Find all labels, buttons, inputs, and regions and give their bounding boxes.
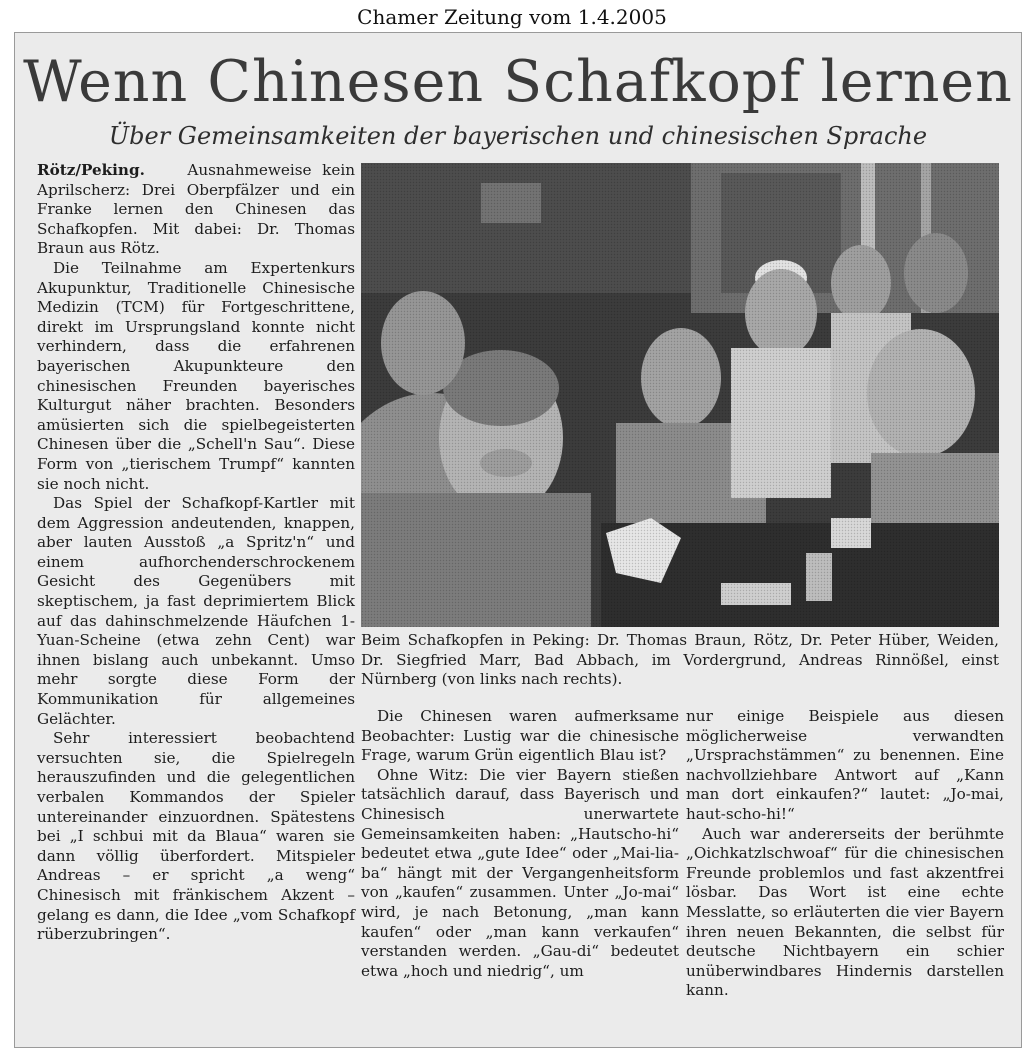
article-photo — [361, 163, 999, 627]
body-paragraph: nur einige Beispiele aus diesen möglicherweise verwandten „Ursprachstämmen“ zu benennen. Eine nachvollziehbare Antwort auf „Kann man dort einkaufen?“ lautet: „Jo-mai, haut-scho-hi!“ — [686, 707, 1004, 823]
source-line: Chamer Zeitung vom 1.4.2005 — [357, 5, 667, 29]
dateline: Rötz/Peking. — [37, 161, 145, 179]
body-paragraph: Das Spiel der Schafkopf-Kartler mit dem Aggression andeutenden, knappen, aber lauten Ausstoß „a Spritz'n“ und einem aufhorchenderschrockenem Gesicht des Gegenübers mit skeptischem, ja fast deprimiertem Blick auf das dahinschmelzende Häufchen 1-Yuan-Scheine (etwa zehn Cent) war ihnen bislang auch unbekannt. Umso mehr sorgte diese Form der Kommunikation für allgemeines Gelächter. — [37, 494, 355, 728]
column-middle — [361, 707, 679, 981]
headline: Wenn Chinesen Schafkopf lernen — [23, 49, 1013, 115]
photo-caption: Beim Schafkopfen in Peking: Dr. Thomas Braun, Rötz, Dr. Peter Hüber, Weiden, Dr. Siegfried Marr, Bad Abbach, im Vordergrund, Andreas Rinnößel, einst Nürnberg (von links nach rechts). — [361, 631, 999, 689]
body-paragraph: Die Teilnahme am Expertenkurs Akupunktur, Traditionelle Chinesische Medizin (TCM) für Fortgeschrittene, direkt im Ursprungsland konnte nicht verhindern, dass die erfahrenen bayerischen Akupunkteure den chinesischen Freunden bayerisches Kulturgut näher brachten. Besonders amüsierten sich die spielbegeisterten Chinesen über die „Schell'n Sau“. Diese Form von „tierischem Trumpf“ kannten sie noch nicht. — [37, 258, 355, 493]
subheadline: Über Gemeinsamkeiten der bayerischen und chinesischen Sprache — [108, 122, 928, 150]
lead-text: Ausnahmeweise kein Aprilscherz: Drei Oberpfälzer und ein Franke lernen den Chinesen das Schafkopfen. Mit dabei: Dr. Thomas Braun aus Rötz. — [37, 161, 355, 258]
column-right — [686, 707, 1004, 1001]
photo-illustration — [361, 163, 999, 627]
lead-paragraph — [37, 161, 355, 259]
body-paragraph: Ohne Witz: Die vier Bayern stießen tatsächlich darauf, dass Bayerisch und Chinesisch unerwartete Gemeinsamkeiten haben: „Hautscho-hi“ bedeutet etwa „gute Idee“ oder „Mai-lia-ba“ hängt mit der Vergangenheitsform von „kaufen“ zusammen. Unter „Jo-mai“ wird, je nach Betonung, „man kann kaufen“ oder „man kann verkaufen“ verstanden werden. „Gau-di“ bedeutet etwa „hoch und niedrig“, um — [361, 765, 679, 980]
body-paragraph: Auch war andererseits der berühmte „Oichkatzlschwoaf“ für die chinesischen Freunde problemlos und fast akzentfrei lösbar. Das Wort ist eine echte Messlatte, so erläuterten die vier Bayern ihren neuen Bekannten, die selbst für deutsche Nichtbayern ein schier unüberwindbares Hindernis darstellen kann. — [686, 824, 1004, 1000]
body-paragraph: Sehr interessiert beobachtend versuchten sie, die Spielregeln herauszufinden und die gelegentlichen verbalen Kommandos der Spieler untereinander einzuordnen. Spätestens bei „I schbui mit da Blaua“ waren sie dann völlig überfordert. Mitspieler Andreas – er spricht „a weng“ Chinesisch mit fränkischem Akzent – gelang es dann, die Idee „vom Schafkopf rüberzubringen“. — [37, 729, 355, 944]
column-left — [37, 161, 355, 945]
body-paragraph: Die Chinesen waren aufmerksame Beobachter: Lustig war die chinesische Frage, warum Grün eigentlich Blau ist? — [361, 707, 679, 765]
newspaper-clipping — [14, 32, 1022, 1048]
